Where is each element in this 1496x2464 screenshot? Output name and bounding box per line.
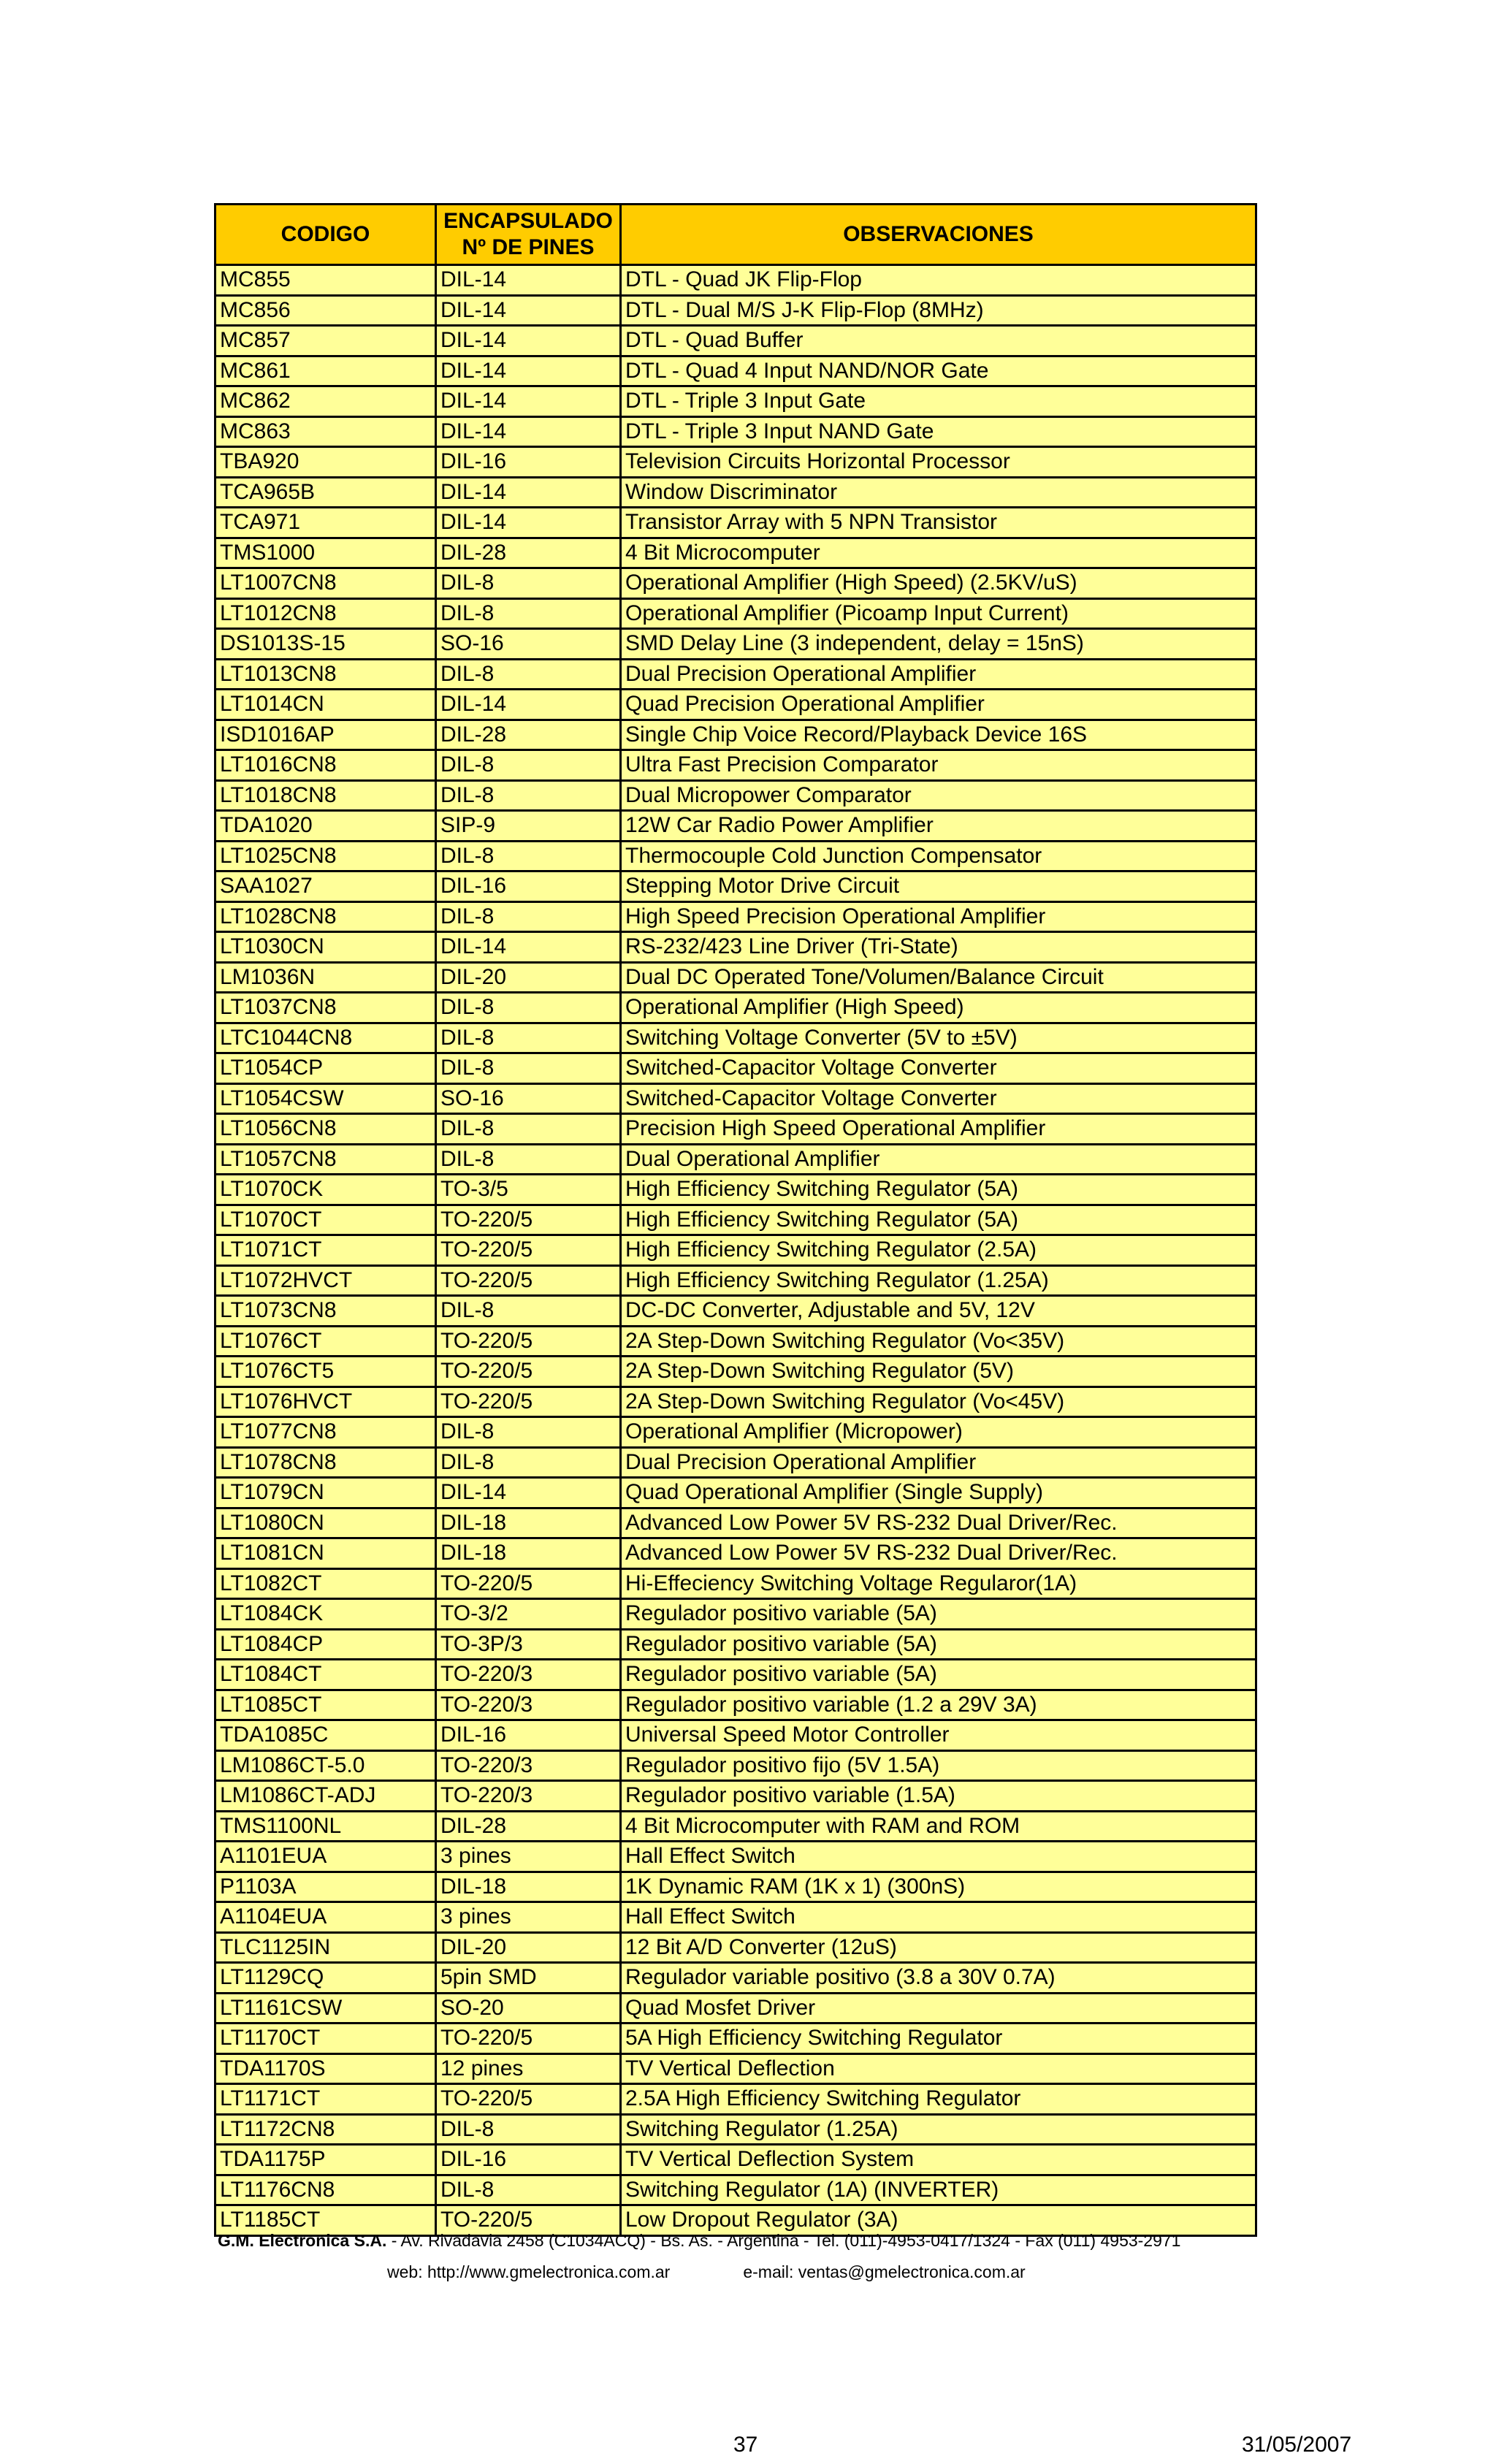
cell-observaciones: High Efficiency Switching Regulator (1.25A) xyxy=(621,1265,1256,1296)
table-row xyxy=(215,1478,1256,1508)
cell-observaciones: Universal Speed Motor Controller xyxy=(621,1720,1256,1751)
cell-encapsulado: TO-3/5 xyxy=(436,1175,621,1205)
cell-codigo: LT1076HVCT xyxy=(215,1387,436,1417)
cell-codigo: LT1171CT xyxy=(215,2084,436,2115)
table-row xyxy=(215,932,1256,963)
cell-observaciones: 12 Bit A/D Converter (12uS) xyxy=(621,1932,1256,1963)
cell-encapsulado: DIL-14 xyxy=(436,386,621,417)
cell-observaciones: Switching Regulator (1.25A) xyxy=(621,2114,1256,2145)
cell-codigo: TBA920 xyxy=(215,447,436,478)
cell-codigo: LT1030CN xyxy=(215,932,436,963)
cell-observaciones: Quad Mosfet Driver xyxy=(621,1993,1256,2024)
cell-encapsulado: DIL-14 xyxy=(436,295,621,326)
cell-encapsulado: TO-220/5 xyxy=(436,1326,621,1357)
cell-codigo: TMS1000 xyxy=(215,538,436,568)
cell-codigo: LT1129CQ xyxy=(215,1963,436,1994)
cell-observaciones: Hall Effect Switch xyxy=(621,1842,1256,1872)
cell-codigo: LT1079CN xyxy=(215,1478,436,1508)
cell-codigo: LT1076CT5 xyxy=(215,1357,436,1387)
cell-observaciones: Dual DC Operated Tone/Volumen/Balance Circuit xyxy=(621,962,1256,993)
cell-codigo: LT1170CT xyxy=(215,2024,436,2054)
cell-observaciones: DTL - Quad Buffer xyxy=(621,326,1256,356)
cell-codigo: LT1085CT xyxy=(215,1690,436,1720)
parts-table xyxy=(214,203,1257,2237)
cell-encapsulado: TO-220/5 xyxy=(436,1205,621,1235)
cell-encapsulado: DIL-18 xyxy=(436,1872,621,1902)
cell-encapsulado: DIL-18 xyxy=(436,1508,621,1538)
cell-observaciones: DTL - Quad JK Flip-Flop xyxy=(621,265,1256,296)
table-row xyxy=(215,477,1256,508)
cell-observaciones: 2A Step-Down Switching Regulator (Vo<35V) xyxy=(621,1326,1256,1357)
cell-codigo: LM1036N xyxy=(215,962,436,993)
cell-codigo: LT1078CN8 xyxy=(215,1447,436,1478)
cell-observaciones: Operational Amplifier (Picoamp Input Current) xyxy=(621,598,1256,629)
table-row xyxy=(215,993,1256,1023)
table-row xyxy=(215,1175,1256,1205)
cell-encapsulado: DIL-8 xyxy=(436,1296,621,1327)
cell-encapsulado: DIL-16 xyxy=(436,2145,621,2175)
cell-observaciones: Operational Amplifier (Micropower) xyxy=(621,1417,1256,1448)
table-row xyxy=(215,447,1256,478)
cell-codigo: MC861 xyxy=(215,356,436,386)
cell-codigo: LT1161CSW xyxy=(215,1993,436,2024)
cell-encapsulado: DIL-18 xyxy=(436,1538,621,1569)
table-row xyxy=(215,1508,1256,1538)
page-number: 37 xyxy=(733,2433,758,2457)
table-row xyxy=(215,386,1256,417)
cell-encapsulado: DIL-8 xyxy=(436,1023,621,1053)
cell-observaciones: 2A Step-Down Switching Regulator (Vo<45V) xyxy=(621,1387,1256,1417)
cell-observaciones: Switching Voltage Converter (5V to ±5V) xyxy=(621,1023,1256,1053)
table-row xyxy=(215,2084,1256,2115)
cell-observaciones: Switching Regulator (1A) (INVERTER) xyxy=(621,2175,1256,2205)
cell-encapsulado: DIL-8 xyxy=(436,1114,621,1145)
cell-encapsulado: TO-220/3 xyxy=(436,1660,621,1690)
table-row xyxy=(215,1053,1256,1084)
cell-encapsulado: DIL-14 xyxy=(436,326,621,356)
table-row xyxy=(215,295,1256,326)
cell-codigo: TDA1170S xyxy=(215,2053,436,2084)
cell-codigo: MC863 xyxy=(215,416,436,447)
table-row xyxy=(215,1599,1256,1630)
table-row xyxy=(215,1357,1256,1387)
cell-encapsulado: SO-16 xyxy=(436,1083,621,1114)
cell-codigo: LT1172CN8 xyxy=(215,2114,436,2145)
cell-codigo: DS1013S-15 xyxy=(215,629,436,660)
header-codigo: CODIGO xyxy=(215,205,436,265)
table-row xyxy=(215,1963,1256,1994)
cell-codigo: A1104EUA xyxy=(215,1902,436,1933)
cell-observaciones: Regulador positivo variable (5A) xyxy=(621,1599,1256,1630)
cell-encapsulado: TO-220/5 xyxy=(436,1357,621,1387)
table-row xyxy=(215,2145,1256,2175)
table-row xyxy=(215,2024,1256,2054)
cell-codigo: LT1077CN8 xyxy=(215,1417,436,1448)
cell-encapsulado: TO-220/3 xyxy=(436,1690,621,1720)
table-body xyxy=(215,265,1256,2236)
cell-encapsulado: DIL-14 xyxy=(436,932,621,963)
web-address: web: http://www.gmelectronica.com.ar xyxy=(387,2262,671,2281)
cell-encapsulado: TO-220/5 xyxy=(436,2205,621,2236)
cell-codigo: LT1057CN8 xyxy=(215,1144,436,1175)
table-row xyxy=(215,1872,1256,1902)
table-row xyxy=(215,2053,1256,2084)
page-date: 31/05/2007 xyxy=(1242,2433,1352,2457)
cell-codigo: LT1012CN8 xyxy=(215,598,436,629)
cell-observaciones: High Efficiency Switching Regulator (2.5A) xyxy=(621,1235,1256,1266)
cell-observaciones: 5A High Efficiency Switching Regulator xyxy=(621,2024,1256,2054)
cell-observaciones: Window Discriminator xyxy=(621,477,1256,508)
cell-encapsulado: DIL-8 xyxy=(436,841,621,871)
table-row xyxy=(215,1265,1256,1296)
cell-codigo: TCA965B xyxy=(215,477,436,508)
cell-observaciones: Quad Precision Operational Amplifier xyxy=(621,690,1256,720)
cell-encapsulado: TO-220/5 xyxy=(436,1568,621,1599)
cell-codigo: LT1071CT xyxy=(215,1235,436,1266)
cell-encapsulado: DIL-28 xyxy=(436,720,621,750)
cell-observaciones: Low Dropout Regulator (3A) xyxy=(621,2205,1256,2236)
cell-codigo: LT1080CN xyxy=(215,1508,436,1538)
cell-encapsulado: SO-16 xyxy=(436,629,621,660)
footer-contact-line xyxy=(387,2262,1026,2282)
table-row xyxy=(215,265,1256,296)
cell-encapsulado: DIL-8 xyxy=(436,1144,621,1175)
cell-codigo: SAA1027 xyxy=(215,871,436,902)
cell-encapsulado: DIL-14 xyxy=(436,508,621,538)
table-row xyxy=(215,1781,1256,1812)
cell-encapsulado: DIL-16 xyxy=(436,871,621,902)
table-row xyxy=(215,598,1256,629)
cell-encapsulado: DIL-20 xyxy=(436,962,621,993)
table-row xyxy=(215,1690,1256,1720)
cell-codigo: TMS1100NL xyxy=(215,1811,436,1842)
cell-observaciones: TV Vertical Deflection System xyxy=(621,2145,1256,2175)
table-row xyxy=(215,1842,1256,1872)
cell-observaciones: Stepping Motor Drive Circuit xyxy=(621,871,1256,902)
table-row xyxy=(215,629,1256,660)
table-row xyxy=(215,1447,1256,1478)
cell-encapsulado: DIL-16 xyxy=(436,447,621,478)
table-row xyxy=(215,1023,1256,1053)
cell-encapsulado: DIL-28 xyxy=(436,538,621,568)
table-row xyxy=(215,841,1256,871)
table-row xyxy=(215,1144,1256,1175)
table-row xyxy=(215,2175,1256,2205)
cell-codigo: LT1072HVCT xyxy=(215,1265,436,1296)
cell-observaciones: Hi-Effeciency Switching Voltage Regularor(1A) xyxy=(621,1568,1256,1599)
table-row xyxy=(215,1326,1256,1357)
cell-encapsulado: 3 pines xyxy=(436,1902,621,1933)
cell-codigo: LT1016CN8 xyxy=(215,750,436,781)
cell-codigo: LT1082CT xyxy=(215,1568,436,1599)
company-address: - Av. Rivadavia 2458 (C1034ACQ) - Bs. As. - Argentina - Tel. (011)-4953-0417/1324 - Fax (011) 4953-2971 xyxy=(386,2231,1181,2250)
cell-observaciones: Regulador variable positivo (3.8 a 30V 0.7A) xyxy=(621,1963,1256,1994)
cell-observaciones: Dual Precision Operational Amplifier xyxy=(621,659,1256,690)
cell-encapsulado: 12 pines xyxy=(436,2053,621,2084)
cell-observaciones: 4 Bit Microcomputer xyxy=(621,538,1256,568)
cell-observaciones: Operational Amplifier (High Speed) xyxy=(621,993,1256,1023)
cell-codigo: LT1013CN8 xyxy=(215,659,436,690)
cell-codigo: LT1185CT xyxy=(215,2205,436,2236)
cell-encapsulado: DIL-8 xyxy=(436,993,621,1023)
cell-codigo: MC855 xyxy=(215,265,436,296)
header-observaciones: OBSERVACIONES xyxy=(621,205,1256,265)
cell-observaciones: Thermocouple Cold Junction Compensator xyxy=(621,841,1256,871)
table-row xyxy=(215,720,1256,750)
cell-observaciones: 1K Dynamic RAM (1K x 1) (300nS) xyxy=(621,1872,1256,1902)
table-header-row xyxy=(215,205,1256,265)
cell-codigo: LT1070CK xyxy=(215,1175,436,1205)
cell-encapsulado: TO-220/3 xyxy=(436,1781,621,1812)
cell-codigo: MC856 xyxy=(215,295,436,326)
header-encapsulado: ENCAPSULADO Nº DE PINES xyxy=(436,205,621,265)
cell-observaciones: Ultra Fast Precision Comparator xyxy=(621,750,1256,781)
cell-codigo: LT1084CT xyxy=(215,1660,436,1690)
cell-codigo: A1101EUA xyxy=(215,1842,436,1872)
cell-codigo: TDA1175P xyxy=(215,2145,436,2175)
cell-encapsulado: DIL-14 xyxy=(436,416,621,447)
table-row xyxy=(215,811,1256,842)
cell-encapsulado: DIL-8 xyxy=(436,1053,621,1084)
cell-encapsulado: TO-220/5 xyxy=(436,2024,621,2054)
table-row xyxy=(215,1993,1256,2024)
cell-codigo: LM1086CT-5.0 xyxy=(215,1750,436,1781)
cell-codigo: LT1081CN xyxy=(215,1538,436,1569)
table-row xyxy=(215,1660,1256,1690)
cell-encapsulado: DIL-14 xyxy=(436,356,621,386)
cell-encapsulado: TO-220/5 xyxy=(436,1387,621,1417)
cell-codigo: LT1014CN xyxy=(215,690,436,720)
cell-codigo: LTC1044CN8 xyxy=(215,1023,436,1053)
cell-codigo: LT1176CN8 xyxy=(215,2175,436,2205)
cell-encapsulado: TO-220/5 xyxy=(436,1265,621,1296)
table-row xyxy=(215,2114,1256,2145)
cell-codigo: LT1025CN8 xyxy=(215,841,436,871)
cell-observaciones: Operational Amplifier (High Speed) (2.5KV/uS) xyxy=(621,568,1256,599)
cell-encapsulado: DIL-8 xyxy=(436,2114,621,2145)
cell-codigo: MC857 xyxy=(215,326,436,356)
cell-observaciones: 12W Car Radio Power Amplifier xyxy=(621,811,1256,842)
cell-encapsulado: DIL-14 xyxy=(436,265,621,296)
company-name: G.M. Electronica S.A. xyxy=(218,2231,387,2250)
cell-observaciones: Television Circuits Horizontal Processor xyxy=(621,447,1256,478)
cell-observaciones: Regulador positivo fijo (5V 1.5A) xyxy=(621,1750,1256,1781)
table-row xyxy=(215,1750,1256,1781)
table-row xyxy=(215,1720,1256,1751)
cell-codigo: LT1054CP xyxy=(215,1053,436,1084)
table-row xyxy=(215,659,1256,690)
cell-observaciones: Advanced Low Power 5V RS-232 Dual Driver/Rec. xyxy=(621,1538,1256,1569)
table-row xyxy=(215,1629,1256,1660)
cell-observaciones: High Efficiency Switching Regulator (5A) xyxy=(621,1175,1256,1205)
cell-codigo: LT1073CN8 xyxy=(215,1296,436,1327)
table-row xyxy=(215,1083,1256,1114)
cell-observaciones: 2.5A High Efficiency Switching Regulator xyxy=(621,2084,1256,2115)
cell-codigo: LT1076CT xyxy=(215,1326,436,1357)
cell-encapsulado: TO-3/2 xyxy=(436,1599,621,1630)
cell-codigo: MC862 xyxy=(215,386,436,417)
cell-observaciones: Regulador positivo variable (5A) xyxy=(621,1629,1256,1660)
cell-encapsulado: DIL-8 xyxy=(436,568,621,599)
table-row xyxy=(215,1114,1256,1145)
cell-observaciones: DC-DC Converter, Adjustable and 5V, 12V xyxy=(621,1296,1256,1327)
cell-codigo: LT1018CN8 xyxy=(215,780,436,811)
table-row xyxy=(215,416,1256,447)
cell-observaciones: Advanced Low Power 5V RS-232 Dual Driver/Rec. xyxy=(621,1508,1256,1538)
cell-encapsulado: DIL-8 xyxy=(436,901,621,932)
cell-encapsulado: SIP-9 xyxy=(436,811,621,842)
cell-encapsulado: SO-20 xyxy=(436,1993,621,2024)
cell-codigo: LT1037CN8 xyxy=(215,993,436,1023)
cell-codigo: TCA971 xyxy=(215,508,436,538)
table-row xyxy=(215,356,1256,386)
cell-codigo: TDA1085C xyxy=(215,1720,436,1751)
cell-observaciones: Precision High Speed Operational Amplifier xyxy=(621,1114,1256,1145)
cell-encapsulado: DIL-28 xyxy=(436,1811,621,1842)
cell-codigo: TDA1020 xyxy=(215,811,436,842)
cell-observaciones: Transistor Array with 5 NPN Transistor xyxy=(621,508,1256,538)
cell-encapsulado: TO-3P/3 xyxy=(436,1629,621,1660)
cell-codigo: LT1007CN8 xyxy=(215,568,436,599)
cell-observaciones: Regulador positivo variable (1.2 a 29V 3A) xyxy=(621,1690,1256,1720)
cell-codigo: LT1084CP xyxy=(215,1629,436,1660)
cell-encapsulado: DIL-8 xyxy=(436,780,621,811)
table-row xyxy=(215,962,1256,993)
table-row xyxy=(215,1235,1256,1266)
cell-codigo: LT1056CN8 xyxy=(215,1114,436,1145)
cell-encapsulado: DIL-20 xyxy=(436,1932,621,1963)
table-row xyxy=(215,1902,1256,1933)
cell-encapsulado: DIL-16 xyxy=(436,1720,621,1751)
cell-observaciones: High Speed Precision Operational Amplifier xyxy=(621,901,1256,932)
cell-observaciones: Regulador positivo variable (5A) xyxy=(621,1660,1256,1690)
cell-observaciones: High Efficiency Switching Regulator (5A) xyxy=(621,1205,1256,1235)
cell-codigo: LT1054CSW xyxy=(215,1083,436,1114)
cell-observaciones: TV Vertical Deflection xyxy=(621,2053,1256,2084)
cell-codigo: LM1086CT-ADJ xyxy=(215,1781,436,1812)
cell-observaciones: RS-232/423 Line Driver (Tri-State) xyxy=(621,932,1256,963)
table-row xyxy=(215,508,1256,538)
table-row xyxy=(215,1387,1256,1417)
table-row xyxy=(215,750,1256,781)
cell-observaciones: DTL - Dual M/S J-K Flip-Flop (8MHz) xyxy=(621,295,1256,326)
cell-codigo: LT1070CT xyxy=(215,1205,436,1235)
cell-encapsulado: 3 pines xyxy=(436,1842,621,1872)
table-row xyxy=(215,1205,1256,1235)
table-row xyxy=(215,690,1256,720)
cell-encapsulado: DIL-8 xyxy=(436,2175,621,2205)
cell-encapsulado: DIL-8 xyxy=(436,1447,621,1478)
table-row xyxy=(215,871,1256,902)
cell-observaciones: Single Chip Voice Record/Playback Device 16S xyxy=(621,720,1256,750)
cell-encapsulado: DIL-8 xyxy=(436,1417,621,1448)
table-row xyxy=(215,1417,1256,1448)
cell-observaciones: DTL - Quad 4 Input NAND/NOR Gate xyxy=(621,356,1256,386)
cell-observaciones: Switched-Capacitor Voltage Converter xyxy=(621,1053,1256,1084)
cell-encapsulado: TO-220/5 xyxy=(436,1235,621,1266)
cell-observaciones: Switched-Capacitor Voltage Converter xyxy=(621,1083,1256,1114)
cell-observaciones: 4 Bit Microcomputer with RAM and ROM xyxy=(621,1811,1256,1842)
table-row xyxy=(215,1932,1256,1963)
cell-observaciones: DTL - Triple 3 Input Gate xyxy=(621,386,1256,417)
cell-encapsulado: DIL-8 xyxy=(436,750,621,781)
email-address: e-mail: ventas@gmelectronica.com.ar xyxy=(743,2262,1026,2281)
table-row xyxy=(215,1568,1256,1599)
cell-observaciones: SMD Delay Line (3 independent, delay = 15nS) xyxy=(621,629,1256,660)
cell-encapsulado: 5pin SMD xyxy=(436,1963,621,1994)
table-row xyxy=(215,1811,1256,1842)
table-row xyxy=(215,901,1256,932)
cell-codigo: ISD1016AP xyxy=(215,720,436,750)
footer-company-line xyxy=(218,2231,1180,2251)
cell-codigo: P1103A xyxy=(215,1872,436,1902)
table-row xyxy=(215,1538,1256,1569)
cell-codigo: LT1084CK xyxy=(215,1599,436,1630)
table-row xyxy=(215,538,1256,568)
cell-observaciones: Regulador positivo variable (1.5A) xyxy=(621,1781,1256,1812)
cell-encapsulado: TO-220/5 xyxy=(436,2084,621,2115)
cell-encapsulado: DIL-8 xyxy=(436,598,621,629)
cell-encapsulado: DIL-14 xyxy=(436,477,621,508)
table-row xyxy=(215,780,1256,811)
cell-encapsulado: DIL-8 xyxy=(436,659,621,690)
cell-observaciones: 2A Step-Down Switching Regulator (5V) xyxy=(621,1357,1256,1387)
cell-observaciones: Quad Operational Amplifier (Single Supply) xyxy=(621,1478,1256,1508)
table-row xyxy=(215,568,1256,599)
cell-encapsulado: TO-220/3 xyxy=(436,1750,621,1781)
table-row xyxy=(215,326,1256,356)
cell-codigo: LT1028CN8 xyxy=(215,901,436,932)
table-row xyxy=(215,1296,1256,1327)
cell-observaciones: Dual Micropower Comparator xyxy=(621,780,1256,811)
cell-codigo: TLC1125IN xyxy=(215,1932,436,1963)
cell-observaciones: Hall Effect Switch xyxy=(621,1902,1256,1933)
cell-observaciones: Dual Operational Amplifier xyxy=(621,1144,1256,1175)
cell-encapsulado: DIL-14 xyxy=(436,690,621,720)
cell-observaciones: DTL - Triple 3 Input NAND Gate xyxy=(621,416,1256,447)
cell-encapsulado: DIL-14 xyxy=(436,1478,621,1508)
cell-observaciones: Dual Precision Operational Amplifier xyxy=(621,1447,1256,1478)
